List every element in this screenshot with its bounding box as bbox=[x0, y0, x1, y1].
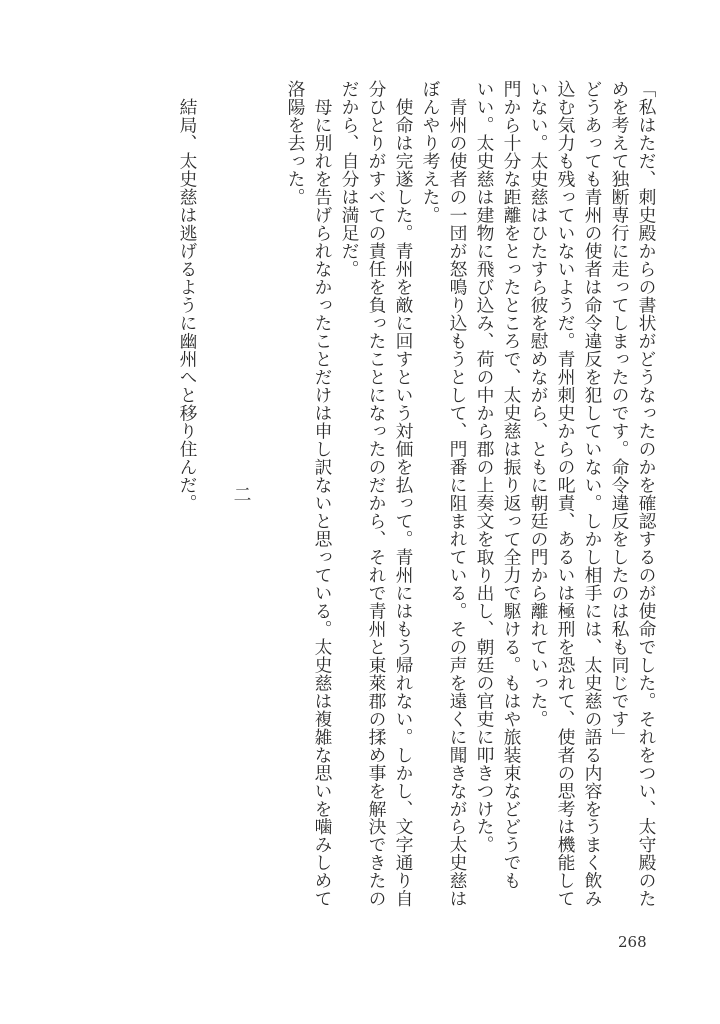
text-line: 結局、太史慈は逃げるように幽州へと移り住んだ。 bbox=[177, 80, 198, 512]
text-line: 分ひとりがすべての責任を負ったことになったのだから、それで青州と東萊郡の揉め事を解決できたの bbox=[366, 80, 387, 908]
page-number: 268 bbox=[618, 933, 647, 951]
text-line: いない。太史慈はひたすら彼を慰めながら、ともに朝廷の門から離れていった。 bbox=[528, 80, 549, 728]
text-line: 母に別れを告げられなかったことだけは申し訳ないと思っている。太史慈は複雑な思いを噛みしめて bbox=[312, 80, 333, 908]
text-line: いい。太史慈は建物に飛び込み、荷の中から郡の上奏文を取り出し、朝廷の官吏に叩きつけた。 bbox=[474, 80, 495, 854]
text-line: 込む気力も残っていないようだ。青州刺史からの叱責、あるいは極刑を恐れて、使者の思考は機能して bbox=[555, 80, 576, 908]
body-text bbox=[174, 80, 660, 910]
text-line: 青州の使者の一団が怒鳴り込もうとして、門番に阻まれている。その声を遠くに聞きながら太史慈は bbox=[447, 80, 468, 908]
section-heading: 二 bbox=[231, 485, 252, 503]
text-line: めを考えて独断専行に走ってしまったのです。命令違反をしたのは私も同じです」 bbox=[609, 80, 630, 746]
text-line: 洛陽を去った。 bbox=[285, 80, 306, 206]
text-line: ぼんやり考えた。 bbox=[420, 80, 441, 224]
text-line: 門から十分な距離をとったところで、太史慈は振り返って全力で駆ける。もはや旅装束などどうでも bbox=[501, 80, 522, 890]
text-line: 使命は完遂した。青州を敵に回すという対価を払って。青州にはもう帰れない。しかし、文字通り自 bbox=[393, 80, 414, 908]
text-line: 「私はただ、刺史殿からの書状がどうなったのかを確認するのが使命でした。それをつい、太守殿のた bbox=[636, 80, 657, 908]
blank-line bbox=[201, 80, 228, 910]
text-line: どうあっても青州の使者は命令違反を犯していない。しかし相手には、太史慈の語る内容をうまく飲み bbox=[582, 80, 603, 908]
text-line: だから、自分は満足だ。 bbox=[339, 80, 360, 278]
blank-line bbox=[255, 80, 282, 910]
